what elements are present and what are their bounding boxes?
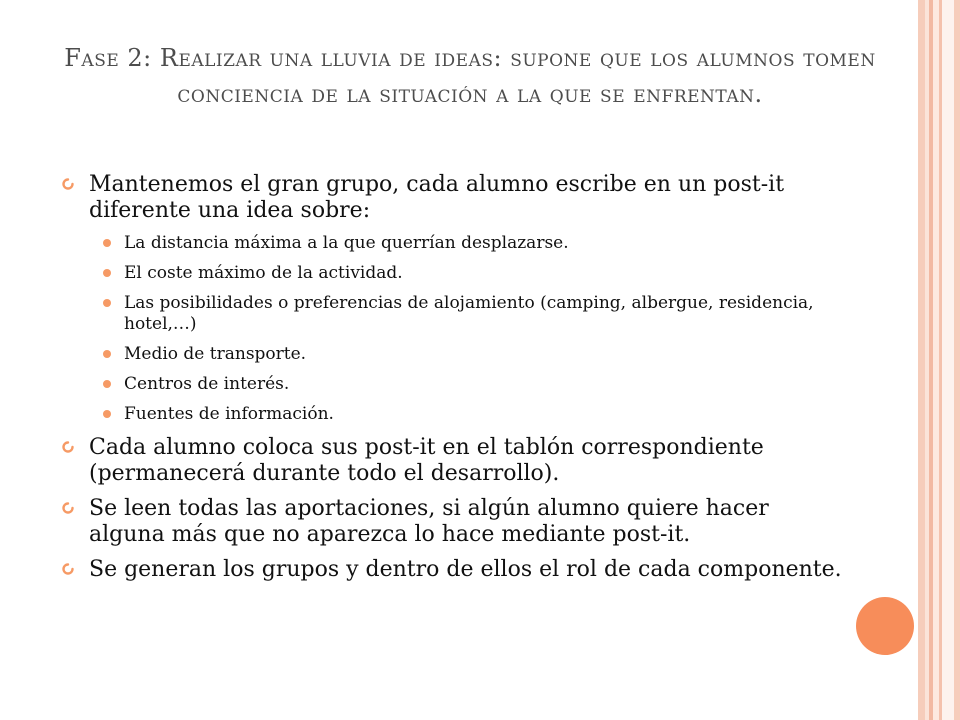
sub-bullet-text: Fuentes de información. bbox=[124, 404, 334, 424]
bullet-ring-icon bbox=[62, 502, 74, 514]
bullet-item bbox=[60, 435, 850, 487]
bullet-dot-icon bbox=[103, 410, 111, 418]
slide-title: Fase 2: Realizar una lluvia de ideas: supone que los alumnos tomen conciencia de la situación a la que se enfrentan. bbox=[64, 44, 876, 108]
sub-bullet-text: La distancia máxima a la que querrían desplazarse. bbox=[124, 233, 569, 253]
bullet-ring-icon bbox=[62, 563, 74, 575]
bullet-text: Se generan los grupos y dentro de ellos el rol de cada componente. bbox=[89, 557, 842, 582]
sub-bullet-item bbox=[60, 374, 850, 395]
bullet-dot-icon bbox=[103, 350, 111, 358]
sub-bullet-text: El coste máximo de la actividad. bbox=[124, 263, 403, 283]
sub-bullet-text: Las posibilidades o preferencias de alojamiento (camping, albergue, residencia, hotel,…) bbox=[124, 293, 814, 334]
decorative-stripe bbox=[942, 0, 954, 720]
sub-bullet-text: Centros de interés. bbox=[124, 374, 290, 394]
sub-bullet-item bbox=[60, 293, 850, 335]
bullet-ring-icon bbox=[62, 178, 74, 190]
sub-bullet-item bbox=[60, 404, 850, 425]
bullet-dot-icon bbox=[103, 380, 111, 388]
bullet-dot-icon bbox=[103, 239, 111, 247]
decorative-stripe bbox=[918, 0, 925, 720]
sub-bullet-item bbox=[60, 344, 850, 365]
bullet-ring-icon bbox=[62, 441, 74, 453]
bullet-list bbox=[60, 172, 850, 592]
decorative-circle bbox=[856, 597, 914, 655]
sub-bullet-item bbox=[60, 263, 850, 284]
bullet-text: Se leen todas las aportaciones, si algún alumno quiere hacer alguna más que no aparezca lo hace mediante post-it. bbox=[89, 496, 769, 547]
bullet-dot-icon bbox=[103, 299, 111, 307]
sub-bullet-item bbox=[60, 233, 850, 254]
bullet-item bbox=[60, 172, 850, 224]
bullet-text: Mantenemos el gran grupo, cada alumno escribe en un post-it diferente una idea sobre: bbox=[89, 172, 785, 223]
sub-bullet-list bbox=[60, 233, 850, 425]
bullet-item bbox=[60, 557, 850, 583]
bullet-dot-icon bbox=[103, 269, 111, 277]
sub-bullet-text: Medio de transporte. bbox=[124, 344, 307, 364]
bullet-text: Cada alumno coloca sus post-it en el tablón correspondiente (permanecerá durante todo el desarrollo). bbox=[89, 435, 764, 486]
decorative-stripe bbox=[954, 0, 960, 720]
bullet-item bbox=[60, 496, 850, 548]
